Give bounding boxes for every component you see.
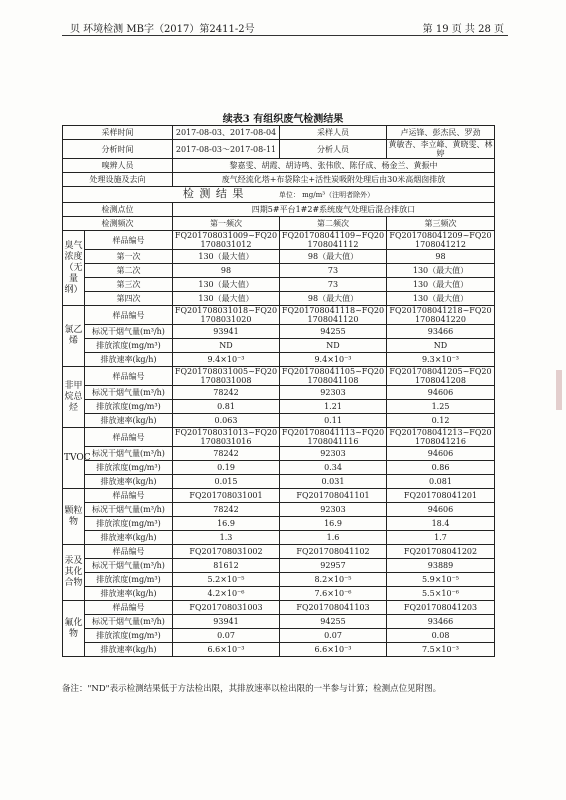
value-cell: 1.3 (173, 531, 280, 545)
data-row (63, 428, 495, 447)
page-edge-stamp (556, 370, 562, 410)
value-cell: 98（最大值） (280, 250, 387, 264)
value-cell: FQ201708041213~FQ201708041216 (387, 428, 495, 447)
value-cell: FQ201708031018~FQ201708031020 (173, 306, 280, 325)
table-note: 备注："ND"表示检测结果低于方法检出限，其排放速率以检出限的一半参与计算；检测点位见附图。 (62, 684, 442, 694)
data-row (63, 475, 495, 489)
value-cell: FQ201708031013~FQ201708031016 (173, 428, 280, 447)
value-cell: 130（最大值） (387, 292, 495, 306)
value-cell: 0.015 (173, 475, 280, 489)
value-cell: 92957 (280, 559, 387, 573)
value-cell: 5.5×10⁻⁶ (387, 587, 495, 601)
info-row-analysis (63, 140, 495, 159)
row-label: 样品编号 (85, 231, 173, 250)
value-cell: 9.4×10⁻³ (280, 353, 387, 367)
row-label: 排放速率(kg/h) (85, 414, 173, 428)
value-cell: 7.6×10⁻⁶ (280, 587, 387, 601)
page-number: 第 19 页 共 28 页 (422, 24, 504, 35)
value-cell: 8.2×10⁻⁵ (280, 573, 387, 587)
pollutant-name: 非甲烷总烃 (63, 367, 85, 428)
point-value: 四期5#平台1#2#系统废气处理后混合排放口 (173, 203, 495, 217)
facility-label: 处理设施及去向 (63, 173, 173, 187)
value-cell: 16.9 (280, 517, 387, 531)
value-cell: 73 (280, 264, 387, 278)
data-row (63, 643, 495, 657)
value-cell: 92303 (280, 386, 387, 400)
data-row (63, 414, 495, 428)
value-cell: 0.11 (280, 414, 387, 428)
value-cell: 94606 (387, 386, 495, 400)
value-cell: 0.19 (173, 461, 280, 475)
value-cell: 94255 (280, 615, 387, 629)
value-cell: FQ201708041102 (280, 545, 387, 559)
facility-value: 废气经流化塔+布袋除尘+活性炭吸附处理后由30米高烟囱排放 (173, 173, 495, 187)
odor-panel-label: 嗅辨人员 (63, 159, 173, 173)
row-label: 样品编号 (85, 367, 173, 386)
value-cell: 18.4 (387, 517, 495, 531)
sampler-value: 卢运锋、彭杰民、罗劲 (387, 126, 495, 140)
value-cell: 93466 (387, 615, 495, 629)
value-cell: 93941 (173, 325, 280, 339)
row-label: 样品编号 (85, 601, 173, 615)
value-cell: 73 (280, 278, 387, 292)
frequency-label: 检测频次 (63, 217, 173, 231)
row-label: 第一次 (85, 250, 173, 264)
value-cell: 93889 (387, 559, 495, 573)
value-cell: 0.07 (173, 629, 280, 643)
value-cell: 1.25 (387, 400, 495, 414)
data-row (63, 489, 495, 503)
value-cell: FQ201708031009~FQ201708031012 (173, 231, 280, 250)
analyst-label: 分析人员 (280, 140, 387, 159)
data-row (63, 517, 495, 531)
sampler-label: 采样人员 (280, 126, 387, 140)
value-cell: 0.34 (280, 461, 387, 475)
sampling-time-value: 2017-08-03、2017-08-04 (173, 126, 280, 140)
pollutant-name: TVOC (63, 428, 85, 489)
frequency-row (63, 217, 495, 231)
value-cell: FQ201708041203 (387, 601, 495, 615)
value-cell: 1.6 (280, 531, 387, 545)
odor-panel-value: 黎嘉雯、胡霞、胡诗鸣、张伟欣、陈仔成、杨金兰、黄振中 (173, 159, 495, 173)
value-cell: FQ201708041201 (387, 489, 495, 503)
results-header-row (63, 187, 495, 203)
value-cell: 6.6×10⁻³ (280, 643, 387, 657)
header-rule (62, 35, 508, 36)
sampling-time-label: 采样时间 (63, 126, 173, 140)
data-row (63, 531, 495, 545)
value-cell: 98（最大值） (280, 292, 387, 306)
value-cell: 0.12 (387, 414, 495, 428)
value-cell: 93466 (387, 325, 495, 339)
value-cell: 9.3×10⁻³ (387, 353, 495, 367)
row-label: 排放速率(kg/h) (85, 587, 173, 601)
data-row (63, 367, 495, 386)
value-cell: FQ201708031002 (173, 545, 280, 559)
pollutant-name: 汞及其化合物 (63, 545, 85, 601)
data-row (63, 629, 495, 643)
frequency-3: 第三频次 (387, 217, 495, 231)
row-label: 第四次 (85, 292, 173, 306)
pollutant-name: 氟化物 (63, 601, 85, 657)
emission-results-table (62, 125, 495, 657)
data-row (63, 231, 495, 250)
value-cell: 94606 (387, 447, 495, 461)
value-cell: 0.031 (280, 475, 387, 489)
row-label: 排放速率(kg/h) (85, 531, 173, 545)
row-label: 排放浓度(mg/m³) (85, 629, 173, 643)
row-label: 排放浓度(mg/m³) (85, 339, 173, 353)
analyst-value: 黄敏杏、李立峰、黄晓雯、林婷 (388, 140, 493, 158)
value-cell: 1.21 (280, 400, 387, 414)
row-label: 样品编号 (85, 545, 173, 559)
value-cell: ND (387, 339, 495, 353)
row-label: 标况干烟气量(m³/h) (85, 447, 173, 461)
row-label: 样品编号 (85, 428, 173, 447)
value-cell: FQ201708041105~FQ201708041108 (280, 367, 387, 386)
analysis-time-label: 分析时间 (63, 140, 173, 159)
value-cell: 130（最大值） (387, 278, 495, 292)
data-row (63, 601, 495, 615)
analysis-time-value: 2017-08-03～2017-08-11 (173, 140, 280, 159)
row-label: 排放浓度(mg/m³) (85, 461, 173, 475)
value-cell: FQ201708031005~FQ201708031008 (173, 367, 280, 386)
value-cell: 4.2×10⁻⁶ (173, 587, 280, 601)
value-cell: FQ201708041205~FQ201708041208 (387, 367, 495, 386)
data-row (63, 545, 495, 559)
value-cell: 78242 (173, 503, 280, 517)
data-row (63, 386, 495, 400)
data-row (63, 278, 495, 292)
value-cell: 9.4×10⁻³ (173, 353, 280, 367)
row-label: 排放浓度(mg/m³) (85, 517, 173, 531)
value-cell: 7.5×10⁻³ (387, 643, 495, 657)
point-row (63, 203, 495, 217)
value-cell: 5.2×10⁻⁵ (173, 573, 280, 587)
value-cell: 5.9×10⁻⁵ (387, 573, 495, 587)
data-row (63, 503, 495, 517)
row-label: 标况干烟气量(m³/h) (85, 325, 173, 339)
row-label: 第三次 (85, 278, 173, 292)
value-cell: 130（最大值） (173, 250, 280, 264)
pollutant-name: 臭气浓度（无量纲） (63, 231, 85, 306)
value-cell: 93941 (173, 615, 280, 629)
value-cell: FQ201708031003 (173, 601, 280, 615)
value-cell: 94255 (280, 325, 387, 339)
value-cell: 0.07 (280, 629, 387, 643)
value-cell: 92303 (280, 447, 387, 461)
page-header-report-id: 贝 环境检测 MB字（2017）第2411-2号 (70, 24, 255, 35)
value-cell: 1.7 (387, 531, 495, 545)
value-cell: ND (280, 339, 387, 353)
value-cell: FQ201708041113~FQ201708041116 (280, 428, 387, 447)
value-cell: FQ201708041118~FQ201708041120 (280, 306, 387, 325)
value-cell: 0.81 (173, 400, 280, 414)
data-row (63, 615, 495, 629)
data-row (63, 573, 495, 587)
info-row-odor (63, 159, 495, 173)
results-units: 单位： mg/m³（注明者除外） (278, 191, 375, 199)
data-row (63, 447, 495, 461)
value-cell: 0.063 (173, 414, 280, 428)
value-cell: FQ201708041109~FQ201708041112 (280, 231, 387, 250)
row-label: 标况干烟气量(m³/h) (85, 615, 173, 629)
value-cell: 94606 (387, 503, 495, 517)
info-row-facility (63, 173, 495, 187)
data-row (63, 264, 495, 278)
value-cell: FQ201708041101 (280, 489, 387, 503)
data-row (63, 339, 495, 353)
value-cell: 78242 (173, 447, 280, 461)
row-label: 排放浓度(mg/m³) (85, 400, 173, 414)
results-title: 检 测 结 果 (182, 187, 245, 200)
frequency-2: 第二频次 (280, 217, 387, 231)
value-cell: FQ201708041218~FQ201708041220 (387, 306, 495, 325)
value-cell: FQ201708031001 (173, 489, 280, 503)
value-cell: 98 (173, 264, 280, 278)
info-row-sampling (63, 126, 495, 140)
value-cell: 6.6×10⁻³ (173, 643, 280, 657)
data-row (63, 325, 495, 339)
table-title: 续表3 有组织废气检测结果 (222, 114, 344, 125)
pollutant-name: 颗粒物 (63, 489, 85, 545)
data-row (63, 559, 495, 573)
value-cell: 130（最大值） (387, 264, 495, 278)
value-cell: 81612 (173, 559, 280, 573)
row-label: 排放浓度(mg/m³) (85, 573, 173, 587)
frequency-1: 第一频次 (173, 217, 280, 231)
data-row (63, 353, 495, 367)
data-row (63, 250, 495, 264)
row-label: 样品编号 (85, 306, 173, 325)
row-label: 样品编号 (85, 489, 173, 503)
value-cell: 0.86 (387, 461, 495, 475)
value-cell: 0.08 (387, 629, 495, 643)
row-label: 第二次 (85, 264, 173, 278)
value-cell: 130（最大值） (173, 278, 280, 292)
value-cell: 78242 (173, 386, 280, 400)
row-label: 标况干烟气量(m³/h) (85, 503, 173, 517)
value-cell: 98 (387, 250, 495, 264)
data-row (63, 306, 495, 325)
value-cell: FQ201708041202 (387, 545, 495, 559)
pollutant-name: 氯乙烯 (63, 306, 85, 367)
row-label: 标况干烟气量(m³/h) (85, 386, 173, 400)
row-label: 排放速率(kg/h) (85, 475, 173, 489)
value-cell: FQ201708041103 (280, 601, 387, 615)
value-cell: FQ201708041209~FQ201708041212 (387, 231, 495, 250)
value-cell: 92303 (280, 503, 387, 517)
value-cell: 0.081 (387, 475, 495, 489)
data-row (63, 461, 495, 475)
point-label: 检测点位 (63, 203, 173, 217)
data-row (63, 400, 495, 414)
value-cell: 16.9 (173, 517, 280, 531)
value-cell: ND (173, 339, 280, 353)
data-row (63, 292, 495, 306)
row-label: 排放速率(kg/h) (85, 353, 173, 367)
row-label: 排放速率(kg/h) (85, 643, 173, 657)
value-cell: 130（最大值） (173, 292, 280, 306)
results-header (63, 187, 495, 203)
row-label: 标况干烟气量(m³/h) (85, 559, 173, 573)
data-row (63, 587, 495, 601)
